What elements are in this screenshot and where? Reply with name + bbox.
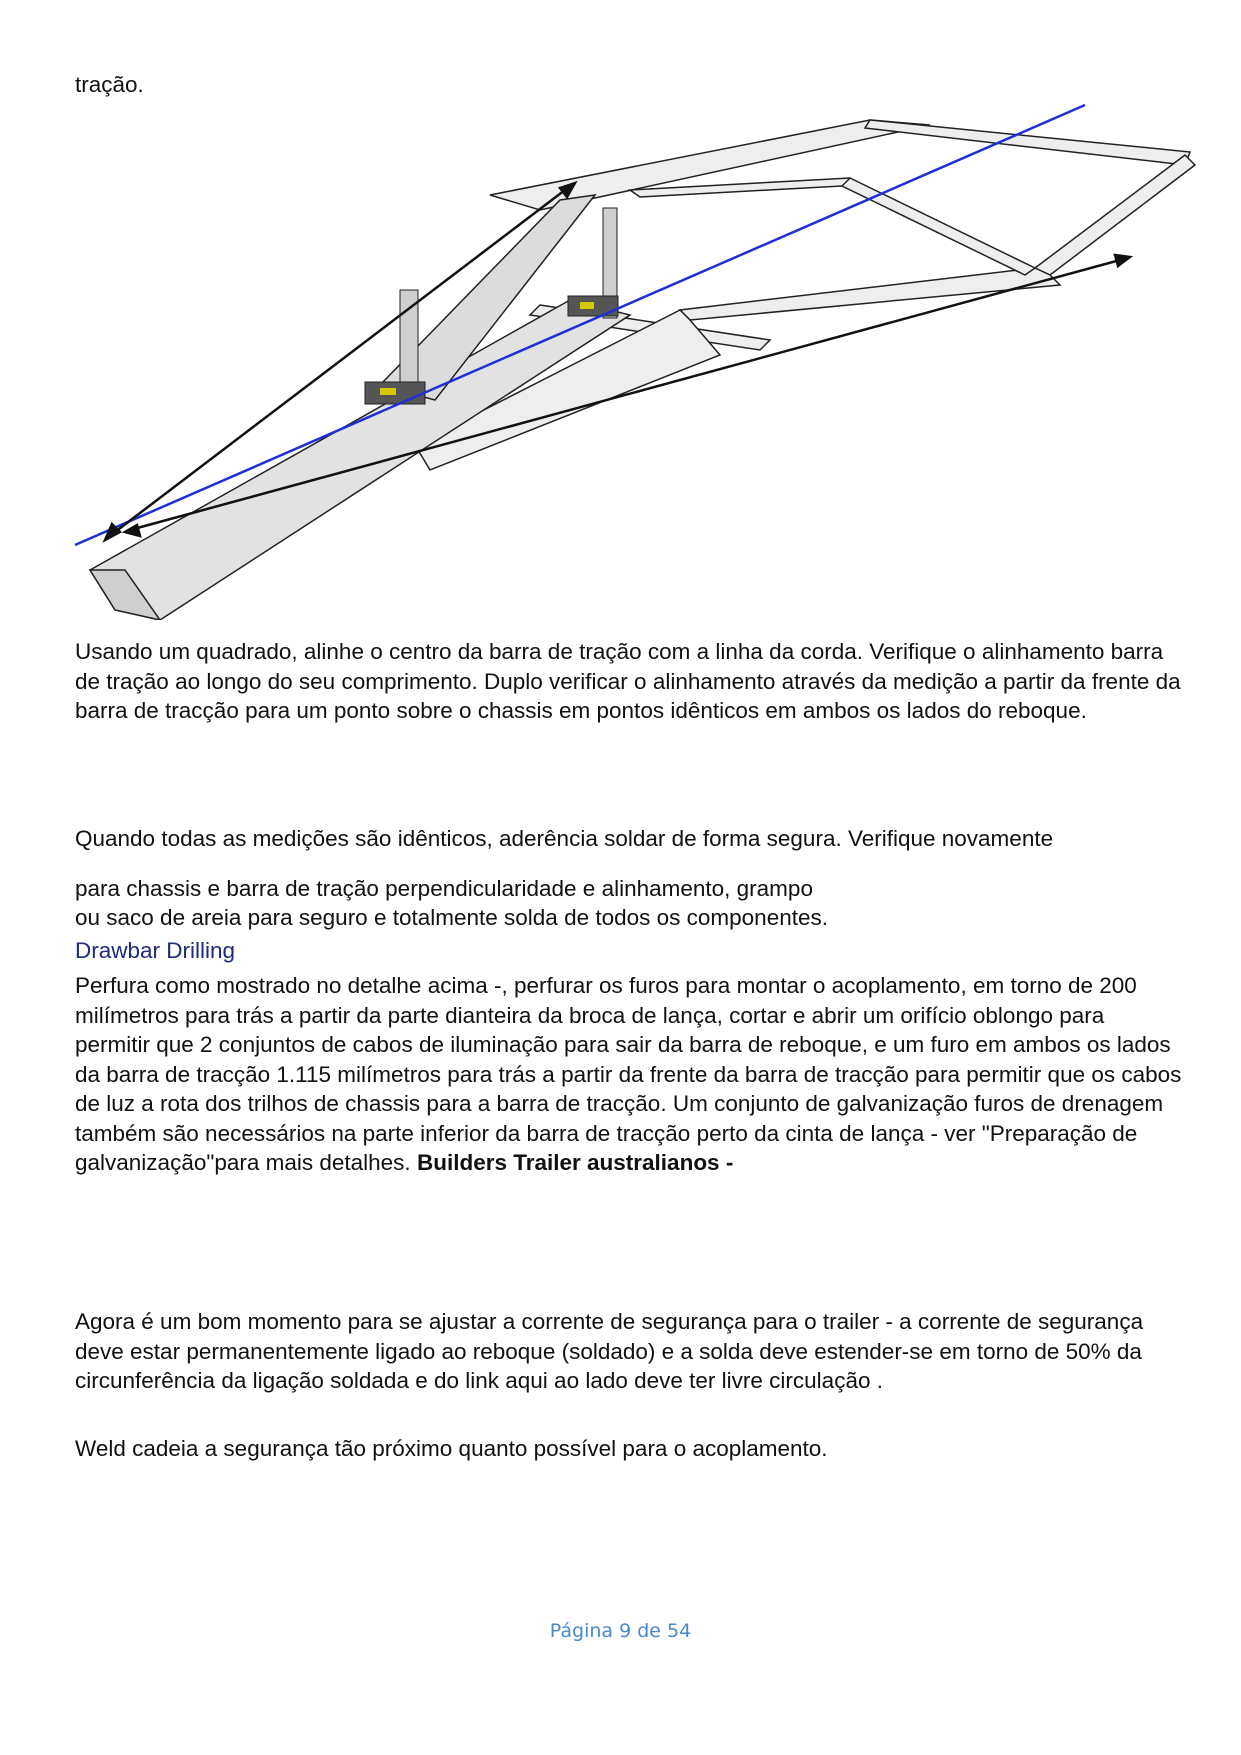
paragraph-alignment: Usando um quadrado, alinhe o centro da barra de tração com a linha da corda. Verifique o alinhamento barra de tração ao longo do seu comprimento. Duplo verificar o alinhamento através da medição a partir da frente da barra de tracção para um ponto sobre o chassis em pontos idênticos em ambos os lados do reboque. (75, 639, 1181, 723)
paragraph-drilling-text: Perfura como mostrado no detalhe acima -, perfurar os furos para montar o acoplamento, em torno de 200 milímetros para trás a partir da parte dianteira da broca de lança, cortar e abrir um orifício oblongo para permitir que 2 conjuntos de cabos de iluminação para sair da barra de reboque, e um furo em ambos os lados da barra de tracção 1.115 milímetros para trás a partir da frente da barra de tracção para permitir que os cabos de luz a rota dos trilhos de chassis para a barra de tracção. Um conjunto de galvanização furos de drenagem também são necessários na parte inferior da barra de tracção perto da cinta de lança - ver "Preparação de galvanização"para mais detalhes. (75, 973, 1182, 1175)
string-line (75, 105, 1085, 545)
lead-word: tração. (75, 72, 144, 97)
paragraph-measurements-line1: Quando todas as medições são idênticos, aderência soldar de forma segura. Verifique novamente (75, 826, 1054, 851)
paragraph-measurements-line2: para chassis e barra de tração perpendicularidade e alinhamento, grampo (75, 876, 813, 901)
section-heading: Drawbar Drilling (75, 938, 236, 963)
trailer-frame-diagram (70, 100, 1200, 620)
paragraph-measurements-line3: ou saco de areia para seguro e totalmente solda de todos os componentes. (75, 905, 828, 930)
square-tool-left (365, 290, 425, 404)
paragraph-drilling (75, 971, 1185, 1178)
square-tool-right (568, 208, 618, 318)
paragraph-weld-chain: Weld cadeia a segurança tão próximo quanto possível para o acoplamento. (75, 1436, 828, 1461)
paragraph-safety-chain: Agora é um bom momento para se ajustar a corrente de segurança para o trailer - a corrente de segurança deve estar permanentemente ligado ao reboque (soldado) e a solda deve estender-se em torno de 50% da circunferência da ligação soldada e do link aqui ao lado deve ter livre circulação . (75, 1309, 1144, 1393)
chassis-frame (415, 120, 1195, 470)
page-number: Página 9 de 54 (549, 1620, 692, 1642)
paragraph-drilling-bold: Builders Trailer australianos - (416, 1150, 734, 1175)
